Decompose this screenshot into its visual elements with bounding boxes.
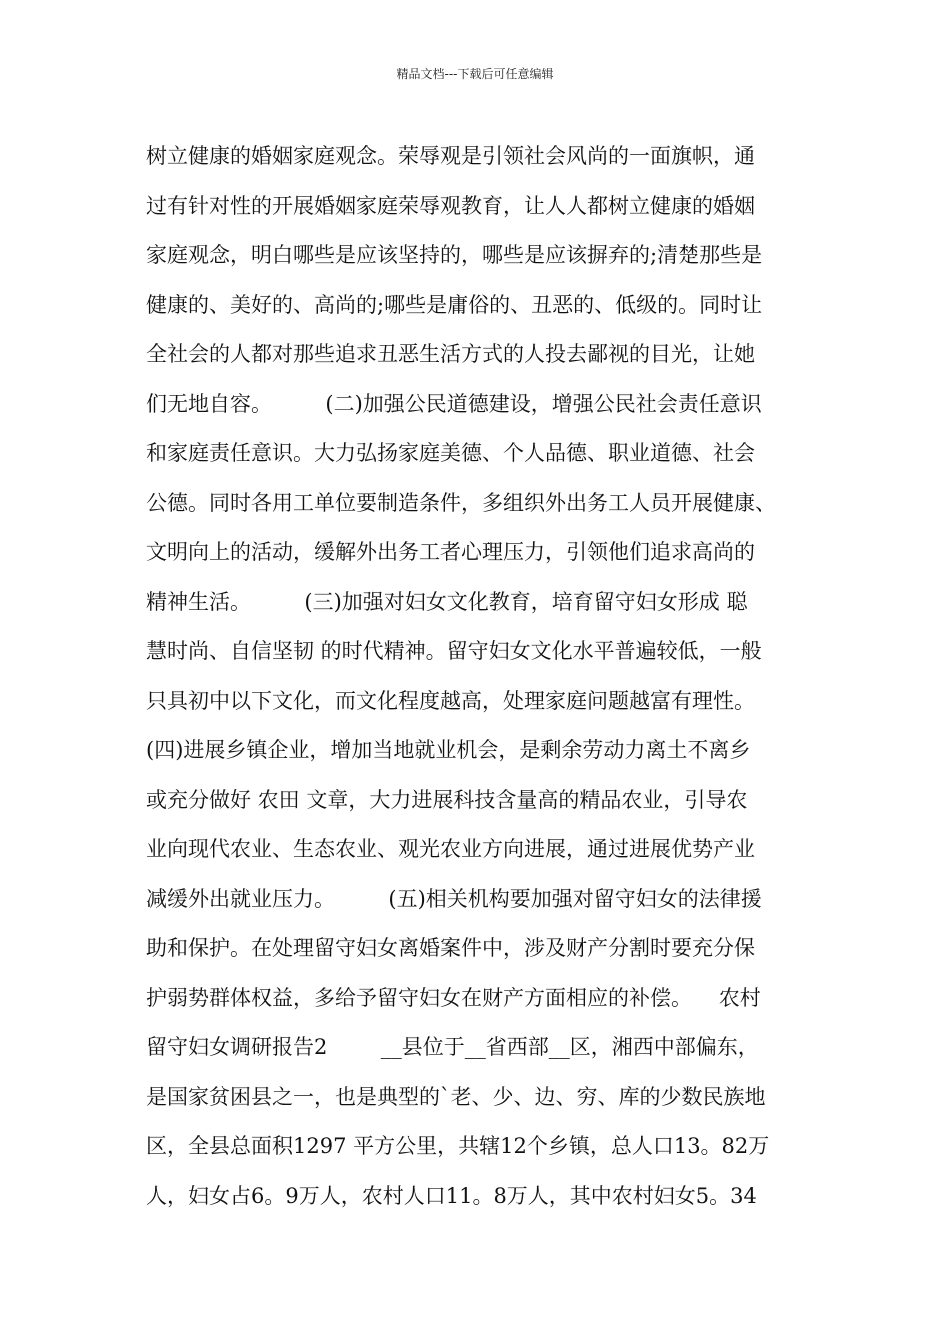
text-line: 文明向上的活动，缓解外出务工者心理压力，引领他们追求高尚的 xyxy=(146,540,755,564)
text-line: 留守妇女调研报告2 __县位于__省西部__区，湘西中部偏东， xyxy=(146,1035,759,1059)
text-line: 全社会的人都对那些追求丑恶生活方式的人投去鄙视的目光，让她 xyxy=(146,342,755,366)
text-line: 们无地自容。 (二)加强公民道德建设，增强公民社会责任意识 xyxy=(146,391,762,416)
text-line: 护弱势群体权益，多给予留守妇女在财产方面相应的补偿。 农村 xyxy=(146,985,761,1010)
text-line: 减缓外出就业压力。 (五)相关机构要加强对留守妇女的法律援 xyxy=(146,886,762,911)
text-line: 业向现代农业、生态农业、观光农业方向进展，通过进展优势产业 xyxy=(146,837,755,861)
text-line: 慧时尚、自信坚韧 的时代精神。留守妇女文化水平普遍较低，一般 xyxy=(146,639,762,663)
document-body xyxy=(146,132,826,1221)
text-line: 是国家贫困县之一，也是典型的`老、少、边、穷、库的少数民族地 xyxy=(146,1084,766,1109)
text-line: 助和保护。在处理留守妇女离婚案件中，涉及财产分割时要充分保 xyxy=(146,936,755,960)
text-line: 人，妇女占6。9万人，农村人口11。8万人，其中农村妇女5。34 xyxy=(146,1183,757,1208)
text-line: 只具初中以下文化，而文化程度越高，处理家庭问题越富有理性。 xyxy=(146,688,755,713)
page-header: 精品文档---下载后可任意编辑 xyxy=(396,67,554,81)
text-line: 精神生活。 (三)加强对妇女文化教育，培育留守妇女形成 聪 xyxy=(146,589,748,614)
text-line: 树立健康的婚姻家庭观念。荣辱观是引领社会风尚的一面旗帜，通 xyxy=(146,144,755,168)
text-line: 和家庭责任意识。大力弘扬家庭美德、个人品德、职业道德、社会 xyxy=(146,441,755,465)
text-line: 区，全县总面积1297 平方公里，共辖12个乡镇，总人口13。82万 xyxy=(146,1134,770,1158)
text-line: (四)进展乡镇企业，增加当地就业机会，是剩余劳动力离土不离乡 xyxy=(146,738,751,762)
text-line: 过有针对性的开展婚姻家庭荣辱观教育，让人人都树立健康的婚姻 xyxy=(146,193,755,218)
text-line: 家庭观念，明白哪些是应该坚持的，哪些是应该摒弃的;清楚那些是 xyxy=(146,243,763,267)
text-line: 或充分做好 农田 文章，大力进展科技含量高的精品农业，引导农 xyxy=(146,787,748,812)
text-line: 公德。同时各用工单位要制造条件，多组织外出务工人员开展健康、 xyxy=(146,490,776,515)
text-line: 健康的、美好的、高尚的;哪些是庸俗的、丑恶的、低级的。同时让 xyxy=(146,292,763,317)
